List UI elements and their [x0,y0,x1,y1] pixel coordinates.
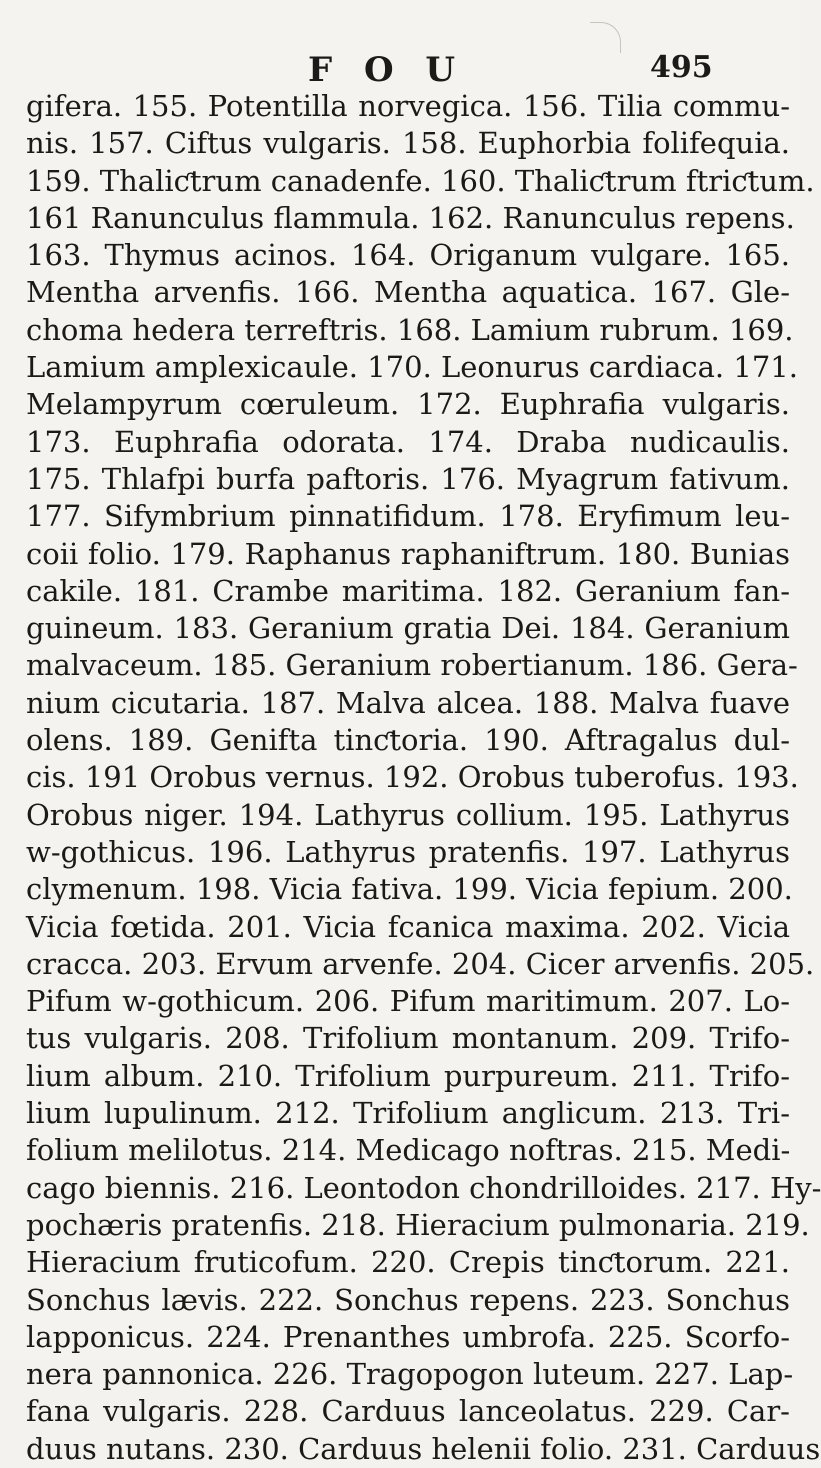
running-head: F O U [308,50,466,90]
text-line: coii folio. 179. Raphanus raphaniftrum. 180. Bunias [26,536,790,571]
text-line: cago biennis. 216. Leontodon chondrilloides. 217. Hy- [26,1170,821,1205]
text-line: 163. Thymus acinos. 164. Origanum vulgare. 165. [26,238,790,273]
text-line: lium lupulinum. 212. Trifolium anglicum. 213. Tri- [26,1096,790,1131]
text-line: gifera. 155. Potentilla norvegica. 156. Tilia commu- [26,89,790,123]
text-line: folium melilotus. 214. Medicago noftras. 215. Medi- [26,1133,791,1168]
text-line: Pifum w-gothicum. 206. Pifum maritimum. 207. Lo- [26,984,790,1019]
text-line: nis. 157. Ciftus vulgaris. 158. Euphorbia folifequia. [26,126,790,161]
text-line: lium album. 210. Trifolium purpureum. 211. Trifo- [26,1058,790,1093]
text-line: 175. Thlafpi burfa paftoris. 176. Myagrum fativum. [26,461,790,496]
text-line: Lamium amplexicaule. 170. Leonurus cardiaca. 171. [26,350,798,385]
text-line: nera pannonica. 226. Tragopogon luteum. 227. Lap- [26,1357,794,1392]
text-line: guineum. 183. Geranium gratia Dei. 184. Geranium [26,611,790,646]
text-line: 177. Sifymbrium pinnatifidum. 178. Eryfimum leu- [26,499,790,534]
text-line: 161 Ranunculus flammula. 162. Ranunculus repens. [26,200,795,235]
text-line: cracca. 203. Ervum arvenfe. 204. Cicer arvenfis. 205. [26,946,815,981]
text-line: clymenum. 198. Vicia fativa. 199. Vicia fepium. 200. [26,872,793,907]
page-corner-mark [590,22,621,53]
text-line: Sonchus lævis. 222. Sonchus repens. 223. Sonchus [26,1282,790,1317]
text-line: Melampyrum cœruleum. 172. Euphrafia vulgaris. [26,387,790,422]
text-line: cakile. 181. Crambe maritima. 182. Geranium fan- [26,573,790,608]
text-line: duus nutans. 230. Carduus helenii folio. 231. Carduus [26,1431,821,1466]
text-line: olens. 189. Genifta tinƈtoria. 190. Aftragalus dul- [26,723,790,758]
text-line: tus vulgaris. 208. Trifolium montanum. 209. Trifo- [26,1021,790,1056]
body-text [26,88,821,1468]
text-line: Mentha arvenfis. 166. Mentha aquatica. 167. Gle- [26,275,790,310]
text-line: pochæris pratenfis. 218. Hieracium pulmonaria. 219. [26,1207,810,1242]
page-header [0,50,800,90]
text-line: nium cicutaria. 187. Malva alcea. 188. Malva fuave [26,685,790,720]
page-number: 495 [650,50,713,85]
text-line: malvaceum. 185. Geranium robertianum. 186. Gera- [26,648,798,683]
text-line: lapponicus. 224. Prenanthes umbrofa. 225. Scorfo- [26,1319,790,1354]
text-line: w-gothicus. 196. Lathyrus pratenfis. 197. Lathyrus [26,834,790,869]
text-line: Vicia fœtida. 201. Vicia fcanica maxima. 202. Vicia [26,909,790,944]
text-line: 173. Euphrafia odorata. 174. Draba nudicaulis. [26,424,790,459]
text-line: Orobus niger. 194. Lathyrus collium. 195. Lathyrus [26,797,790,832]
text-line: Hieracium fruticofum. 220. Crepis tinƈtorum. 221. [26,1245,790,1280]
text-line: cis. 191 Orobus vernus. 192. Orobus tuberofus. 193. [26,760,799,795]
text-line: fana vulgaris. 228. Carduus lanceolatus. 229. Car- [26,1394,790,1429]
text-line: choma hedera terreftris. 168. Lamium rubrum. 169. [26,312,794,347]
text-line: 159. Thaliƈtrum canadenfe. 160. Thaliƈtrum ftriƈtum. [26,163,815,198]
